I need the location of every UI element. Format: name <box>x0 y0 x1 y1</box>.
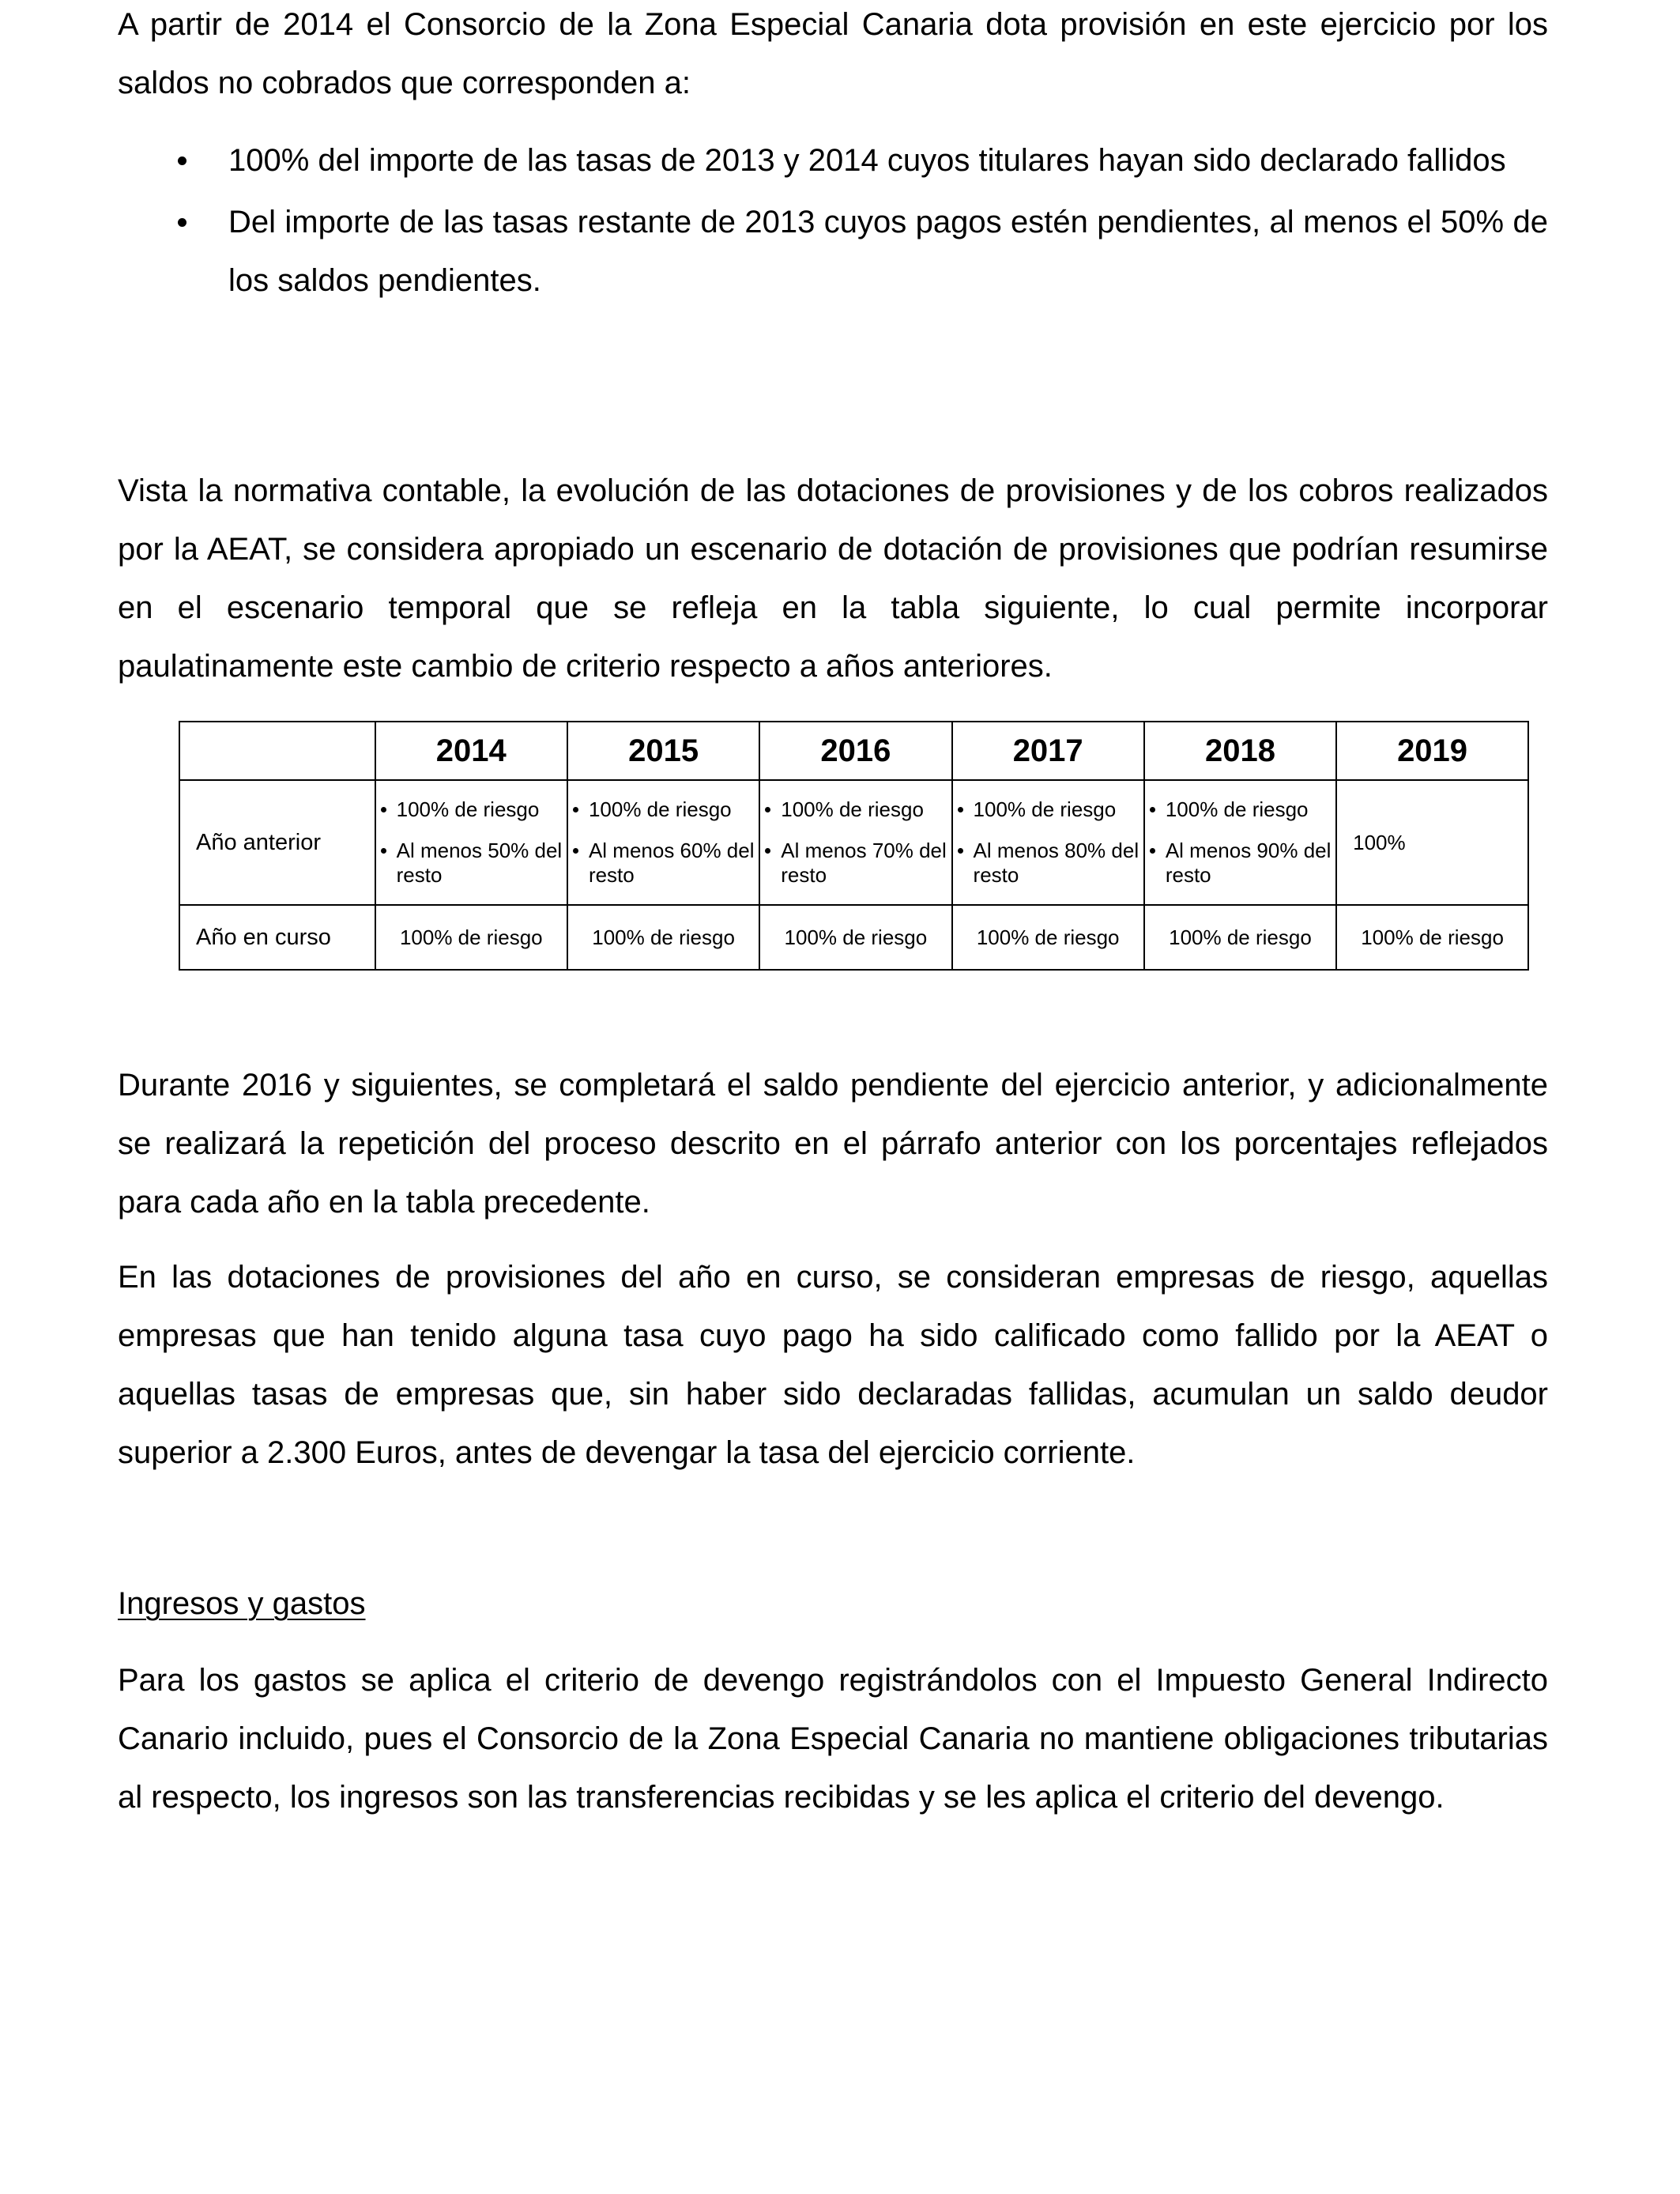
table-cell: 100% de riesgo <box>1336 905 1528 970</box>
bullet-text: 100% del importe de las tasas de 2013 y 2014 cuyos titulares hayan sido declarado fallidos <box>228 143 1506 178</box>
table-cell <box>375 780 567 905</box>
durante-paragraph: Durante 2016 y siguientes, se completará el saldo pendiente del ejercicio anterior, y adicionalmente se realizará la repetición del proceso descrito en el párrafo anterior con los porcentajes reflejados para cada año en la tabla precedente. <box>118 1068 1548 1220</box>
cell-text: 100% de riesgo <box>973 797 1117 821</box>
cell-text: Al menos 80% del resto <box>973 839 1139 887</box>
bullet-icon <box>1150 848 1155 854</box>
intro-bullet-list <box>118 131 1548 313</box>
bullet-icon <box>958 848 963 854</box>
list-item <box>118 193 1548 310</box>
row-label: Año anterior <box>179 780 375 905</box>
table-cell: 100% de riesgo <box>375 905 567 970</box>
table-row <box>179 780 1528 905</box>
cell-text: Al menos 70% del resto <box>781 839 947 887</box>
table-header-row <box>179 722 1528 780</box>
table-cell: 100% <box>1336 780 1528 905</box>
list-item <box>118 131 1548 190</box>
table-cell <box>1144 780 1336 905</box>
cell-text: 100% de riesgo <box>1165 797 1309 821</box>
dotaciones-paragraph: En las dotaciones de provisiones del año en curso, se consideran empresas de riesgo, aquellas empresas que han tenido alguna tasa cuyo pago ha sido calificado como fallido por la AEAT o aquellas tasas de empresas que, sin haber sido declaradas fallidas, acumulan un saldo deudor superior a 2.300 Euros, antes de devengar la tasa del ejercicio corriente. <box>118 1260 1548 1470</box>
year-header: 2015 <box>567 722 759 780</box>
bullet-icon <box>381 807 386 812</box>
bullet-text: Del importe de las tasas restante de 2013 cuyos pagos estén pendientes, al menos el 50% de los saldos pendientes. <box>228 205 1548 298</box>
bullet-icon <box>958 807 963 812</box>
cell-text: 100% de riesgo <box>588 797 732 821</box>
table-cell <box>759 780 951 905</box>
year-header: 2016 <box>759 722 951 780</box>
row-label: Año en curso <box>179 905 375 970</box>
bullet-icon <box>381 848 386 854</box>
gastos-paragraph: Para los gastos se aplica el criterio de devengo registrándolos con el Impuesto General Indirecto Canario incluido, pues el Consorcio de la Zona Especial Canaria no mantiene obligaciones tributarias al respecto, los ingresos son las transferencias recibidas y se les aplica el criterio del devengo. <box>118 1663 1548 1815</box>
table-corner-cell <box>179 722 375 780</box>
year-header: 2018 <box>1144 722 1336 780</box>
cell-text: Al menos 60% del resto <box>588 839 755 887</box>
bullet-icon <box>1150 807 1155 812</box>
table-cell: 100% de riesgo <box>952 905 1144 970</box>
bullet-icon <box>178 156 186 165</box>
table-cell: 100% de riesgo <box>759 905 951 970</box>
section-heading: Ingresos y gastos <box>118 1586 366 1621</box>
table-cell: 100% de riesgo <box>1144 905 1336 970</box>
bullet-icon <box>573 807 578 812</box>
cell-text: 100% de riesgo <box>396 797 540 821</box>
year-header: 2017 <box>952 722 1144 780</box>
vista-paragraph: Vista la normativa contable, la evolución de las dotaciones de provisiones y de los cobros realizados por la AEAT, se considera apropiado un escenario de dotación de provisiones que podrían resumirse en el escenario temporal que se refleja en la tabla siguiente, lo cual permite incorporar paulatinamente este cambio de criterio respecto a años anteriores. <box>118 473 1548 684</box>
cell-text: Al menos 50% del resto <box>396 839 563 887</box>
year-header: 2019 <box>1336 722 1528 780</box>
bullet-icon <box>573 848 578 854</box>
bullet-icon <box>765 848 770 854</box>
cell-text: 100% de riesgo <box>781 797 924 821</box>
provisions-table <box>179 721 1529 971</box>
bullet-icon <box>178 218 186 227</box>
table-cell <box>952 780 1144 905</box>
bullet-icon <box>765 807 770 812</box>
table-row <box>179 905 1528 970</box>
intro-paragraph: A partir de 2014 el Consorcio de la Zona Especial Canaria dota provisión en este ejercicio por los saldos no cobrados que corresponden a: <box>118 7 1548 100</box>
table-cell: 100% de riesgo <box>567 905 759 970</box>
cell-text: Al menos 90% del resto <box>1165 839 1332 887</box>
year-header: 2014 <box>375 722 567 780</box>
table-cell <box>567 780 759 905</box>
